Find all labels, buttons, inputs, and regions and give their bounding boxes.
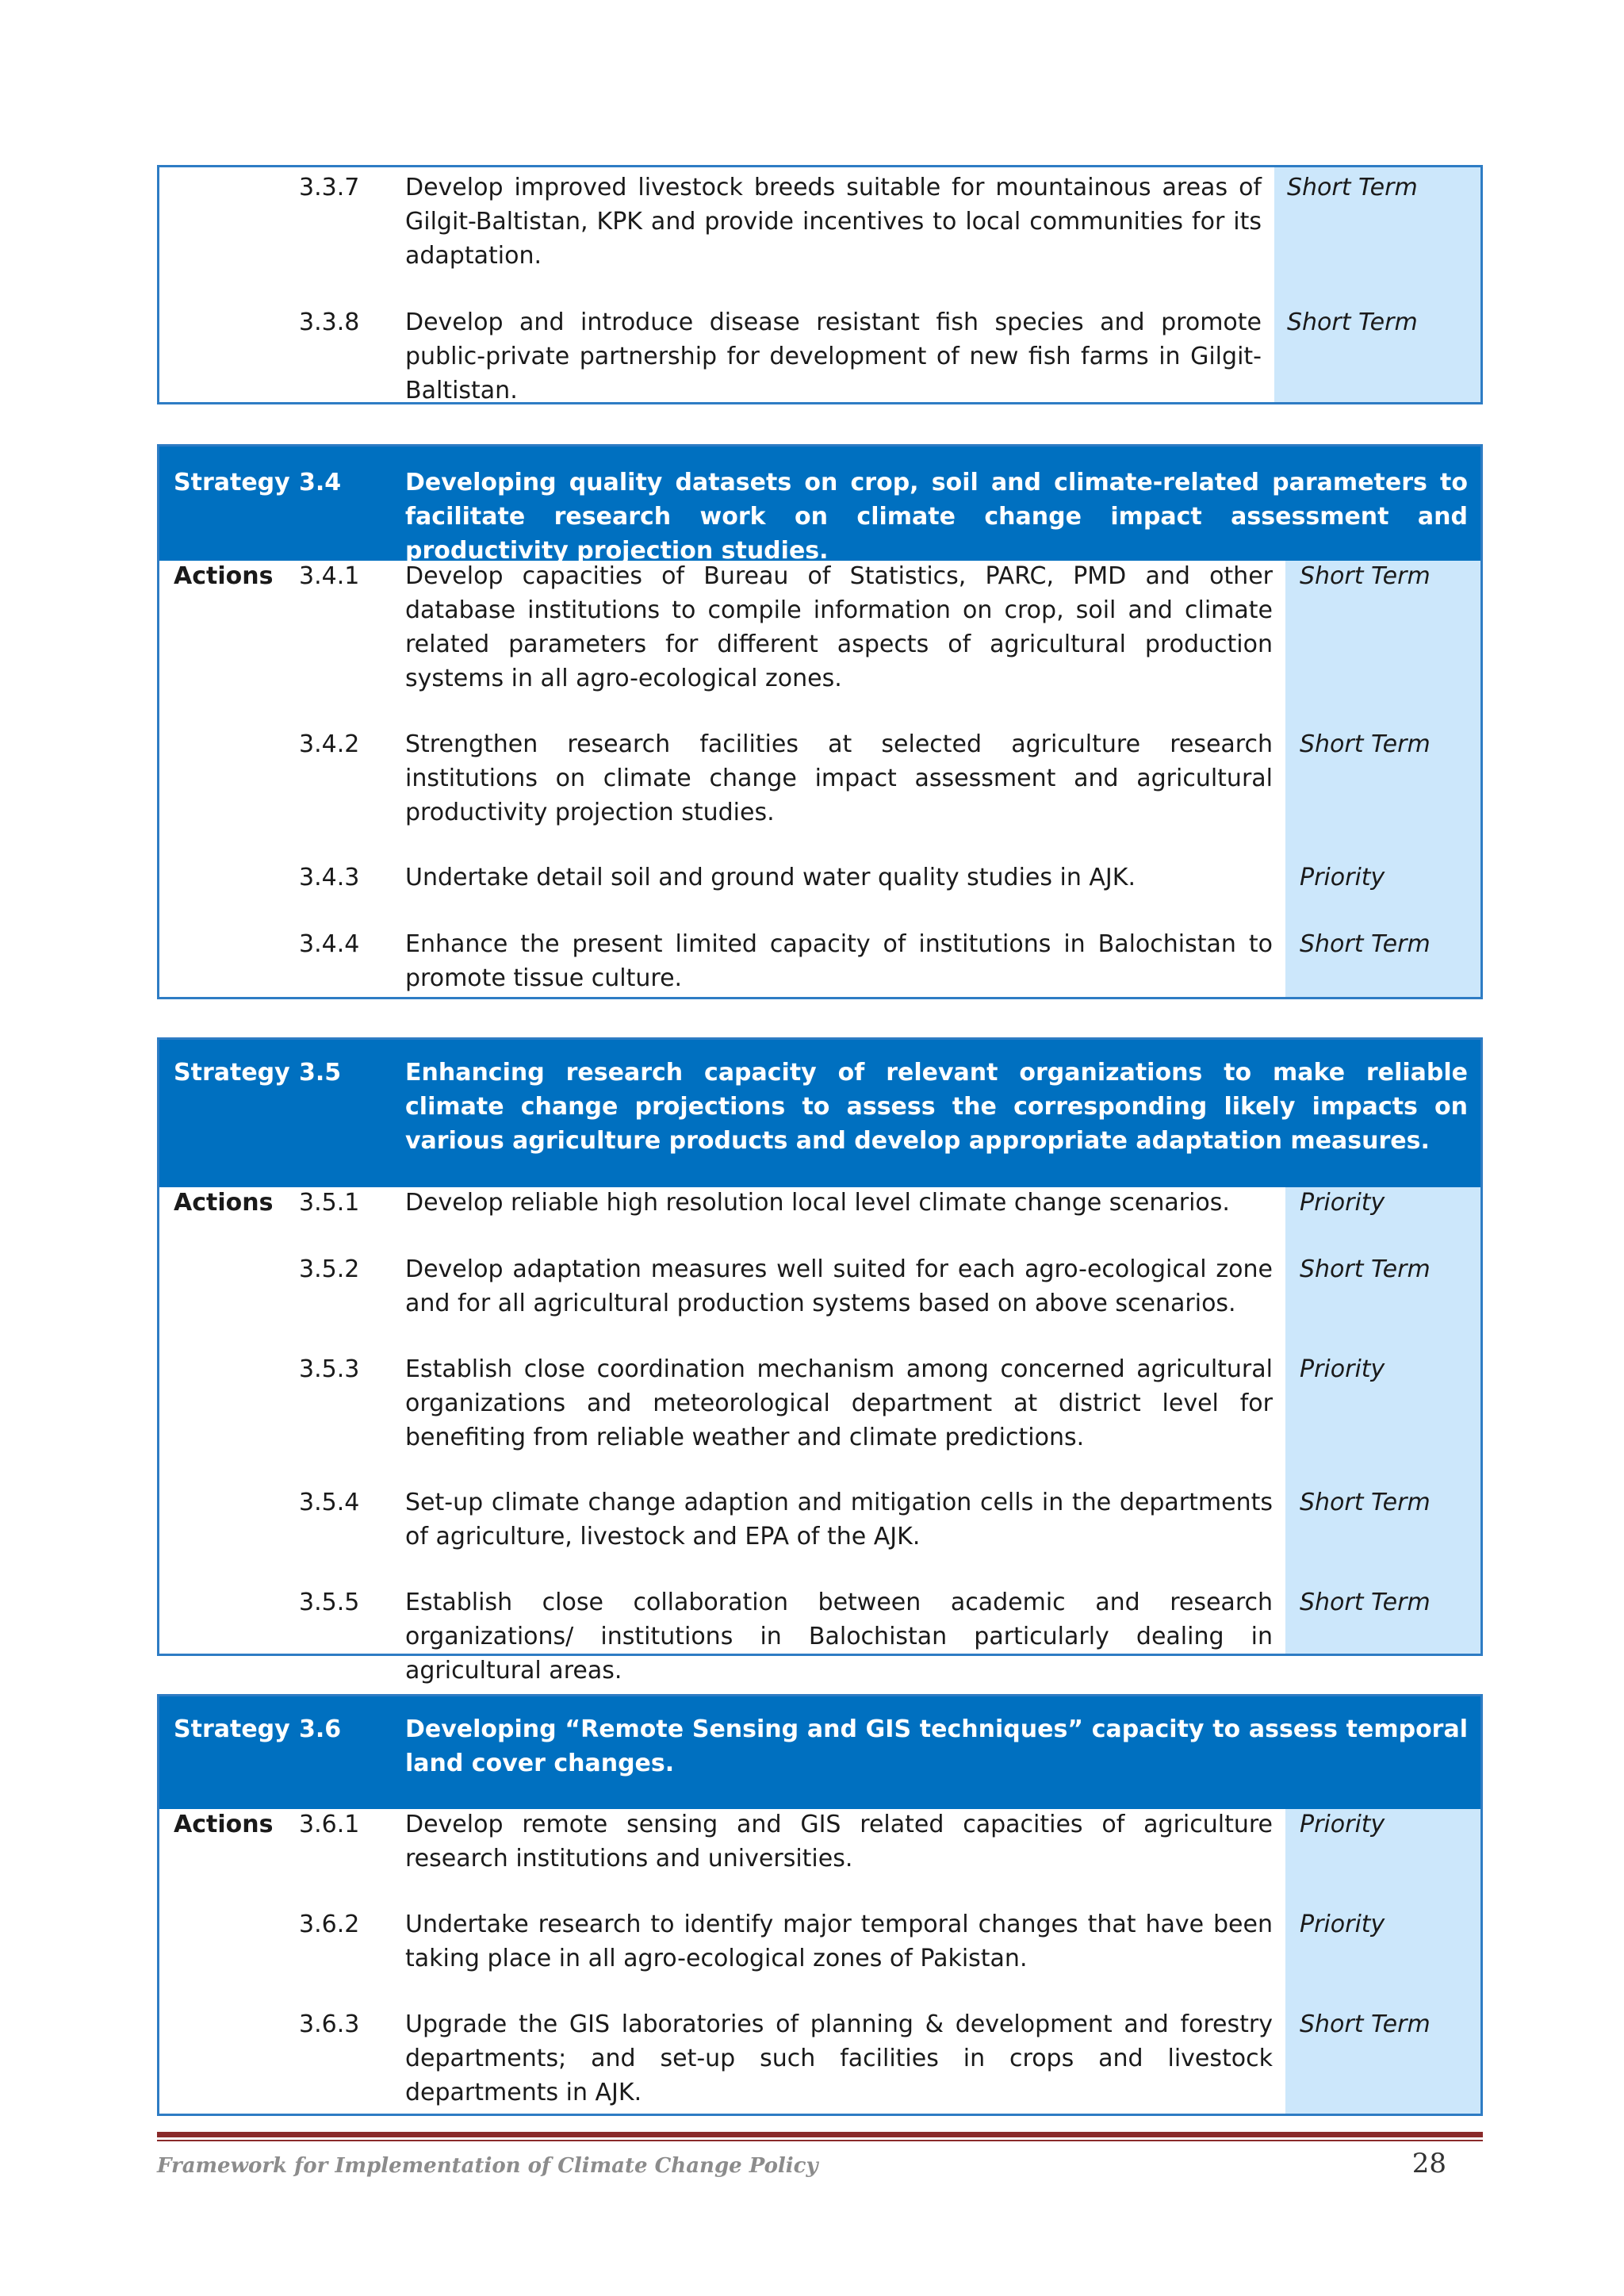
strategy-title: Developing quality datasets on crop, soil and climate-related parameters to facilitate research work on climate change impact assessment and productivity projection studies.	[405, 469, 1468, 565]
action-term: Short Term	[1287, 309, 1418, 336]
term-column	[1285, 1809, 1480, 2114]
action-text: Undertake detail soil and ground water quality studies in AJK.	[405, 864, 1136, 891]
action-term: Priority	[1300, 1355, 1385, 1383]
action-number: 3.5.5	[299, 1589, 360, 1616]
action-term: Priority	[1300, 1911, 1385, 1938]
footer-rule-thin	[157, 2140, 1483, 2141]
page-number: 28	[1411, 2148, 1446, 2179]
strategy-header	[159, 1040, 1480, 1187]
action-term: Short Term	[1300, 930, 1431, 958]
strategy-number: 3.6	[299, 1715, 342, 1743]
strategy-title: Developing “Remote Sensing and GIS techniques” capacity to assess temporal land cover changes.	[405, 1715, 1468, 1777]
actions-label: Actions	[174, 1811, 274, 1838]
footer-title: Framework for Implementation of Climate Change Policy	[157, 2154, 818, 2178]
action-text: Establish close coordination mechanism among concerned agricultural organizations and meteorological department at district level for benefiting from reliable weather and climate predictions.	[405, 1355, 1273, 1451]
action-term: Short Term	[1300, 1255, 1431, 1283]
term-column	[1274, 167, 1480, 402]
strategy-label: Strategy	[174, 1059, 290, 1087]
strategy-label: Strategy	[174, 1715, 290, 1743]
action-number: 3.6.2	[299, 1911, 360, 1938]
action-number: 3.4.3	[299, 864, 360, 891]
action-number: 3.5.3	[299, 1355, 360, 1383]
action-text: Develop capacities of Bureau of Statistics, PARC, PMD and other database institutions to compile information on crop, soil and climate related parameters for different aspects of agricultural production systems in all agro-ecological zones.	[405, 562, 1273, 692]
action-text: Strengthen research facilities at selected agriculture research institutions on climate change impact assessment and agricultural productivity projection studies.	[405, 730, 1273, 826]
action-text: Develop remote sensing and GIS related capacities of agriculture research institutions and universities.	[405, 1811, 1273, 1872]
action-text: Undertake research to identify major temporal changes that have been taking place in all agro-ecological zones of Pakistan.	[405, 1911, 1273, 1972]
actions-label: Actions	[174, 562, 274, 590]
action-text: Establish close collaboration between academic and research organizations/ institutions in Balochistan particularly dealing in agricultural areas.	[405, 1589, 1273, 1685]
action-text: Set-up climate change adaption and mitigation cells in the departments of agriculture, livestock and EPA of the AJK.	[405, 1489, 1273, 1550]
strategy-header	[159, 1696, 1480, 1809]
action-term: Short Term	[1300, 562, 1431, 590]
strategy-table-3-5	[157, 1037, 1483, 1685]
actions-label: Actions	[174, 1189, 274, 1217]
action-number: 3.3.7	[299, 174, 360, 201]
strategy-table-3-6	[157, 1694, 1483, 2116]
strategy-title: Enhancing research capacity of relevant organizations to make reliable climate change projections to assess the corresponding likely impacts on various agriculture products and develop appropriate adaptation measures.	[405, 1059, 1468, 1155]
footer-rule	[157, 2132, 1483, 2137]
action-number: 3.4.4	[299, 930, 360, 958]
strategy-number: 3.5	[299, 1059, 342, 1087]
action-term: Short Term	[1300, 1589, 1431, 1616]
strategy-table-3-4	[157, 444, 1483, 999]
action-text: Develop and introduce disease resistant fish species and promote public-private partnership for development of new fish farms in Gilgit-Baltistan.	[405, 309, 1262, 404]
action-text: Develop improved livestock breeds suitable for mountainous areas of Gilgit-Baltistan, KPK and provide incentives to local communities for its adaptation.	[405, 174, 1262, 270]
action-term: Priority	[1300, 1189, 1385, 1217]
action-term: Short Term	[1287, 174, 1418, 201]
actions-table-3-3	[157, 165, 1483, 404]
action-number: 3.6.1	[299, 1811, 360, 1838]
action-text: Develop adaptation measures well suited for each agro-ecological zone and for all agricultural production systems based on above scenarios.	[405, 1255, 1273, 1317]
strategy-number: 3.4	[299, 469, 342, 496]
action-term: Priority	[1300, 864, 1385, 891]
action-number: 3.5.2	[299, 1255, 360, 1283]
action-number: 3.5.1	[299, 1189, 360, 1217]
action-term: Short Term	[1300, 1489, 1431, 1516]
action-term: Priority	[1300, 1811, 1385, 1838]
action-term: Short Term	[1300, 730, 1431, 758]
action-number: 3.5.4	[299, 1489, 360, 1516]
strategy-header	[159, 447, 1480, 565]
action-term: Short Term	[1300, 2010, 1431, 2038]
action-number: 3.4.1	[299, 562, 360, 590]
strategy-label: Strategy	[174, 469, 290, 496]
action-text: Enhance the present limited capacity of institutions in Balochistan to promote tissue culture.	[405, 930, 1273, 992]
action-number: 3.3.8	[299, 309, 360, 336]
action-text: Develop reliable high resolution local level climate change scenarios.	[405, 1189, 1230, 1217]
action-text: Upgrade the GIS laboratories of planning & development and forestry departments; and set-up such facilities in crops and livestock departments in AJK.	[405, 2010, 1273, 2106]
action-number: 3.6.3	[299, 2010, 360, 2038]
action-number: 3.4.2	[299, 730, 360, 758]
